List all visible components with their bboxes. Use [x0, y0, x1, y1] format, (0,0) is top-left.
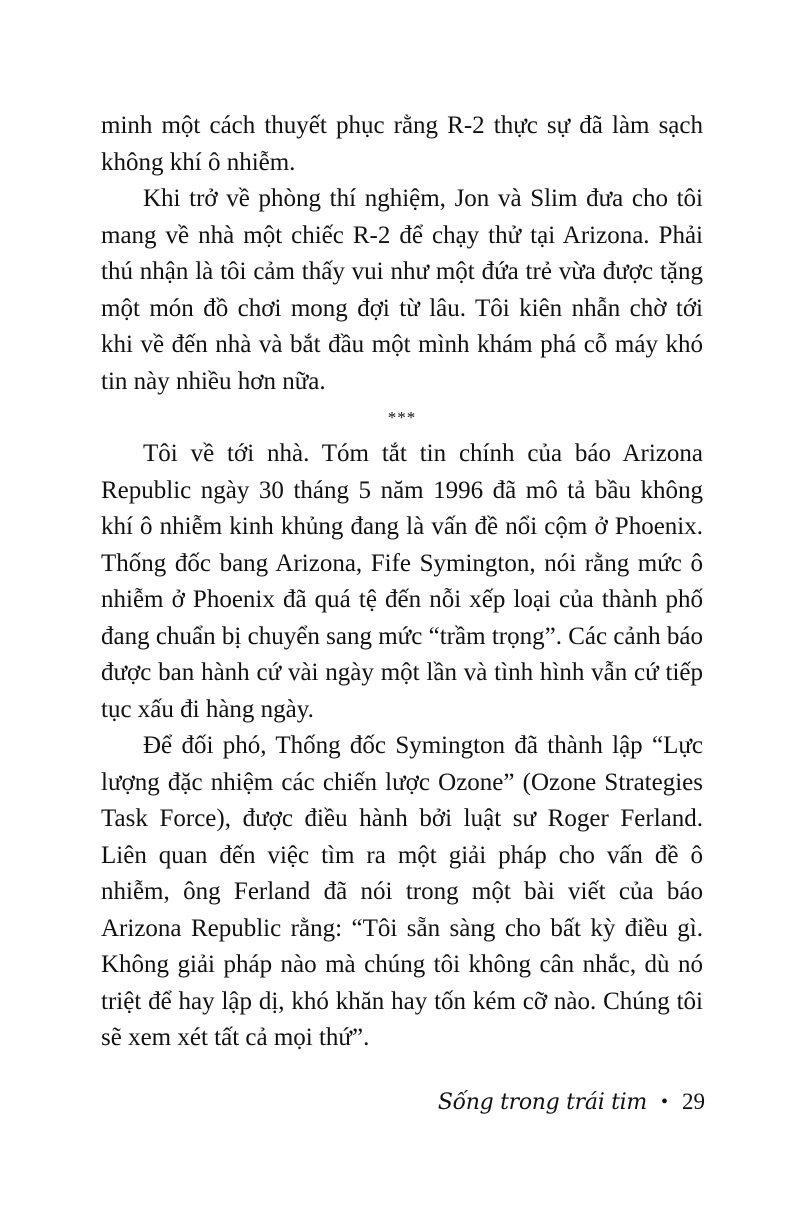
- paragraph-continued: minh một cách thuyết phục rằng R-2 thực sự đã làm sạch không khí ô nhiễm.: [101, 112, 703, 176]
- footer-separator: •: [660, 1090, 668, 1113]
- section-break: ***: [387, 408, 417, 427]
- paragraph: Để đối phó, Thống đốc Symington đã thành lập “Lực lượng đặc nhiệm các chiến lược Ozone” (Ozone Strategies Task Force), được điều hành bởi luật sư Roger Ferland. Liên quan đến việc tìm ra một giải pháp cho vấn đề ô nhiễm, ông Ferland đã nói trong một bài viết của báo Arizona Republic rằng: “Tôi sẵn sàng cho bất kỳ điều gì. Không giải pháp nào mà chúng tôi không cân nhắc, dù nó triệt để hay lập dị, khó khăn hay tốn kém cỡ nào. Chúng tôi sẽ xem xét tất cả mọi thứ”.: [101, 732, 703, 1051]
- running-title: Sống trong trái tim: [437, 1089, 647, 1115]
- page-footer: [438, 1089, 705, 1115]
- page-body: [101, 108, 703, 1057]
- paragraph: Tôi về tới nhà. Tóm tắt tin chính của báo Arizona Republic ngày 30 tháng 5 năm 1996 đã mô tả bầu không khí ô nhiễm kinh khủng đang là vấn đề nổi cộm ở Phoenix. Thống đốc bang Arizona, Fife Symington, nói rằng mức ô nhiễm ở Phoenix đã quá tệ đến nỗi xếp loại của thành phố đang chuẩn bị chuyển sang mức “trầm trọng”. Các cảnh báo được ban hành cứ vài ngày một lần và tình hình vẫn cứ tiếp tục xấu đi hàng ngày.: [101, 440, 703, 723]
- page-number: 29: [682, 1089, 705, 1114]
- paragraph: Khi trở về phòng thí nghiệm, Jon và Slim đưa cho tôi mang về nhà một chiếc R-2 để chạy thử tại Arizona. Phải thú nhận là tôi cảm thấy vui như một đứa trẻ vừa được tặng một món đồ chơi mong đợi từ lâu. Tôi kiên nhẫn chờ tới khi về đến nhà và bắt đầu một mình khám phá cỗ máy khó tin này nhiều hơn nữa.: [101, 185, 703, 395]
